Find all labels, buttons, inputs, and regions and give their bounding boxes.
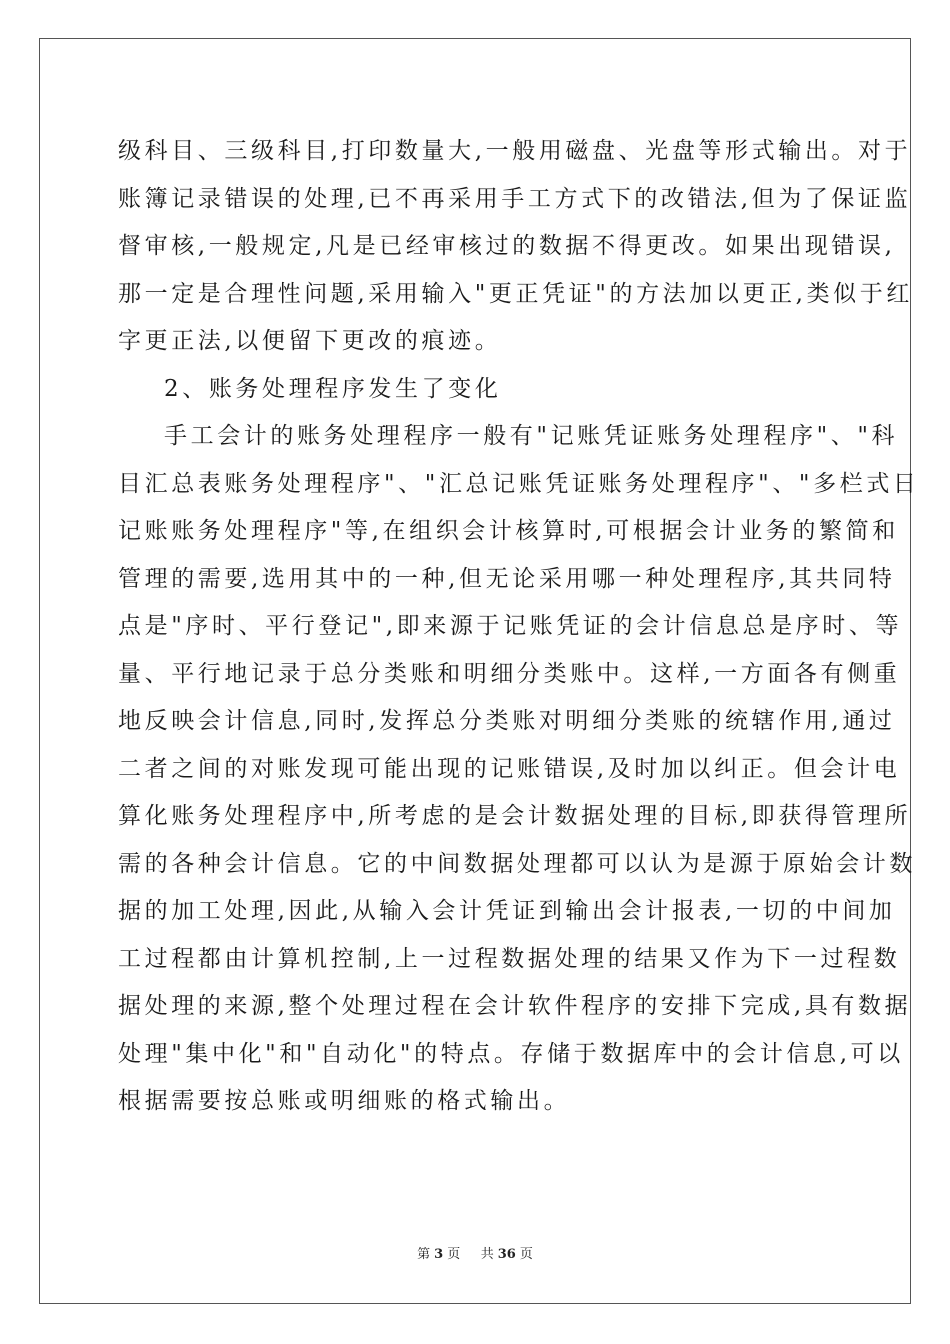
- text-line: 据的加工处理,因此,从输入会计凭证到输出会计报表,一切的中间加: [118, 898, 896, 924]
- text-line: 处理"集中化"和"自动化"的特点。存储于数据库中的会计信息,可以: [118, 1040, 904, 1067]
- text-line: 工过程都由计算机控制,上一过程数据处理的结果又作为下一过程数: [118, 945, 901, 972]
- text-line: 二者之间的对账发现可能出现的记账错误,及时加以纠正。但会计电: [118, 755, 901, 782]
- text-line: 算化账务处理程序中,所考虑的是会计数据处理的目标,即获得管理所: [118, 803, 912, 829]
- text-line: 管理的需要,选用其中的一种,但无论采用哪一种处理程序,其共同特: [118, 565, 896, 592]
- text-line: 根据需要按总账或明细账的格式输出。: [118, 1088, 571, 1114]
- footer-prefix: 第: [417, 1247, 431, 1262]
- text-line: 量、平行地记录于总分类账和明细分类账中。这样,一方面各有侧重: [118, 660, 901, 687]
- text-line: 据处理的来源,整个处理过程在会计软件程序的安排下完成,具有数据: [118, 993, 912, 1019]
- text-line: 需的各种会计信息。它的中间数据处理都可以认为是源于原始会计数: [118, 850, 916, 877]
- text-line: 督审核,一般规定,凡是已经审核过的数据不得更改。如果出现错误,: [118, 233, 896, 259]
- text-line: 账簿记录错误的处理,已不再采用手工方式下的改错法,但为了保证监: [118, 185, 912, 212]
- text-line: 那一定是合理性问题,采用输入"更正凭证"的方法加以更正,类似于红: [118, 280, 913, 307]
- text-line: 目汇总表账务处理程序"、"汇总记账凭证账务处理程序"、"多栏式日: [118, 470, 920, 497]
- text-line: 地反映会计信息,同时,发挥总分类账对明细分类账的统辖作用,通过: [118, 708, 896, 734]
- text-line: 手工会计的账务处理程序一般有"记账凭证账务处理程序"、"科: [164, 423, 899, 449]
- page-footer: [0, 1243, 950, 1262]
- text-line: 记账账务处理程序"等,在组织会计核算时,可根据会计业务的繁简和: [118, 518, 899, 544]
- footer-total-suffix: 页: [519, 1247, 533, 1262]
- text-line: 级科目、三级科目,打印数量大,一般用磁盘、光盘等形式输出。对于: [118, 138, 912, 164]
- footer-total-prefix: 共: [480, 1247, 494, 1262]
- footer-page-suffix: 页: [447, 1247, 461, 1262]
- section-heading: 2、账务处理程序发生了变化: [164, 375, 502, 402]
- text-line: 点是"序时、平行登记",即来源于记账凭证的会计信息总是序时、等: [118, 613, 903, 639]
- footer-page-number: 3: [434, 1247, 444, 1262]
- document-body: [118, 128, 920, 1126]
- text-line: 字更正法,以便留下更改的痕迹。: [118, 328, 502, 354]
- footer-total-pages: 36: [497, 1247, 516, 1262]
